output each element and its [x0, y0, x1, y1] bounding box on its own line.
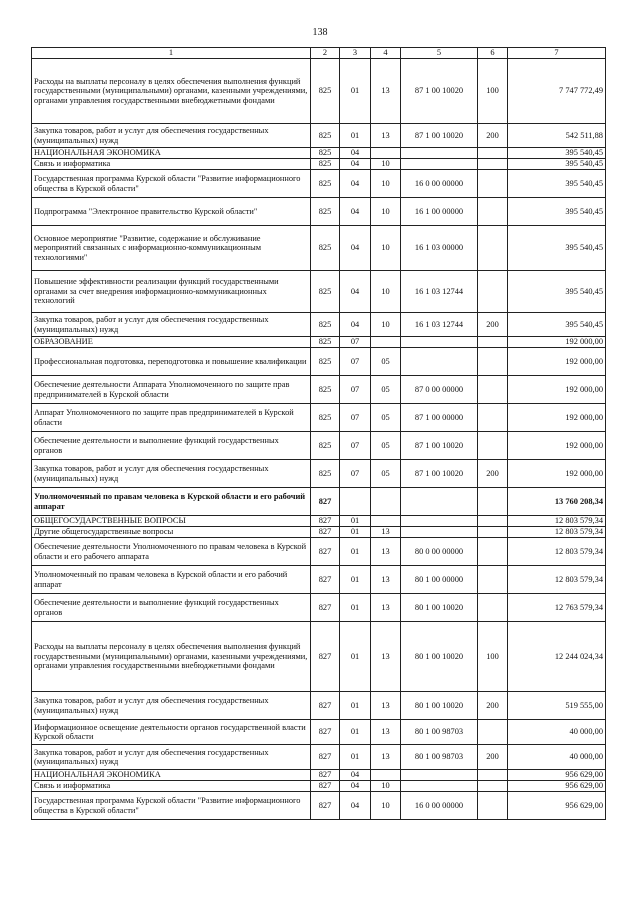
row-section-code: 04 — [340, 159, 371, 170]
row-section-code: 04 — [340, 313, 371, 337]
row-name: Обеспечение деятельности и выполнение функций государственных органов — [32, 594, 311, 622]
row-section-code: 01 — [340, 566, 371, 594]
row-target-article — [401, 770, 478, 781]
row-name: Информационное освещение деятельности органов государственной власти Курской области — [32, 720, 311, 745]
row-ved-code: 825 — [311, 59, 340, 124]
row-amount: 12 803 579,34 — [508, 566, 606, 594]
budget-body — [32, 59, 606, 820]
row-target-article: 80 1 00 98703 — [401, 745, 478, 770]
table-row — [32, 460, 606, 488]
row-subsection-code: 13 — [371, 692, 401, 720]
row-amount: 40 000,00 — [508, 720, 606, 745]
row-subsection-code: 10 — [371, 313, 401, 337]
row-expense-type — [478, 516, 508, 527]
row-expense-type: 200 — [478, 745, 508, 770]
row-expense-type — [478, 376, 508, 404]
row-name: Закупка товаров, работ и услуг для обеспечения государственных (муниципальных) нужд — [32, 313, 311, 337]
row-ved-code: 825 — [311, 170, 340, 198]
table-row — [32, 226, 606, 271]
row-name: Закупка товаров, работ и услуг для обеспечения государственных (муниципальных) нужд — [32, 124, 311, 148]
row-subsection-code: 10 — [371, 781, 401, 792]
row-amount: 395 540,45 — [508, 159, 606, 170]
row-expense-type — [478, 148, 508, 159]
row-target-article: 16 1 03 12744 — [401, 271, 478, 313]
row-section-code: 01 — [340, 622, 371, 692]
row-target-article — [401, 159, 478, 170]
row-ved-code: 827 — [311, 527, 340, 538]
row-name: Закупка товаров, работ и услуг для обеспечения государственных (муниципальных) нужд — [32, 460, 311, 488]
row-target-article: 16 0 00 00000 — [401, 792, 478, 820]
row-subsection-code: 05 — [371, 460, 401, 488]
column-number-row — [32, 48, 606, 59]
table-row — [32, 516, 606, 527]
row-name: Связь и информатика — [32, 781, 311, 792]
row-amount: 12 763 579,34 — [508, 594, 606, 622]
row-expense-type — [478, 594, 508, 622]
row-ved-code: 825 — [311, 148, 340, 159]
row-section-code: 04 — [340, 792, 371, 820]
row-ved-code: 825 — [311, 271, 340, 313]
table-row — [32, 124, 606, 148]
row-target-article: 87 1 00 10020 — [401, 460, 478, 488]
row-amount: 40 000,00 — [508, 745, 606, 770]
row-subsection-code — [371, 337, 401, 348]
table-row — [32, 527, 606, 538]
row-amount: 395 540,45 — [508, 170, 606, 198]
row-section-code: 04 — [340, 226, 371, 271]
row-expense-type — [478, 404, 508, 432]
row-subsection-code: 10 — [371, 170, 401, 198]
row-target-article: 80 1 00 10020 — [401, 594, 478, 622]
row-subsection-code: 10 — [371, 271, 401, 313]
row-expense-type: 100 — [478, 622, 508, 692]
row-expense-type: 200 — [478, 313, 508, 337]
row-expense-type — [478, 432, 508, 460]
row-name: Закупка товаров, работ и услуг для обеспечения государственных (муниципальных) нужд — [32, 692, 311, 720]
column-number: 5 — [401, 48, 478, 59]
column-number: 3 — [340, 48, 371, 59]
row-expense-type — [478, 337, 508, 348]
row-ved-code: 825 — [311, 124, 340, 148]
row-section-code: 01 — [340, 538, 371, 566]
row-subsection-code: 05 — [371, 376, 401, 404]
row-section-code: 07 — [340, 376, 371, 404]
row-amount: 192 000,00 — [508, 460, 606, 488]
row-ved-code: 825 — [311, 337, 340, 348]
row-subsection-code: 13 — [371, 538, 401, 566]
row-subsection-code: 13 — [371, 527, 401, 538]
table-row — [32, 59, 606, 124]
column-number: 7 — [508, 48, 606, 59]
row-target-article: 16 0 00 00000 — [401, 170, 478, 198]
row-amount: 13 760 208,34 — [508, 488, 606, 516]
row-target-article — [401, 488, 478, 516]
row-ved-code: 825 — [311, 348, 340, 376]
row-name: Государственная программа Курской области "Развитие информационного общества в Курской области" — [32, 792, 311, 820]
row-ved-code: 827 — [311, 770, 340, 781]
row-amount: 395 540,45 — [508, 313, 606, 337]
row-subsection-code: 13 — [371, 745, 401, 770]
row-expense-type — [478, 527, 508, 538]
row-ved-code: 825 — [311, 226, 340, 271]
row-amount: 395 540,45 — [508, 198, 606, 226]
row-section-code — [340, 488, 371, 516]
row-name: Уполномоченный по правам человека в Курской области и его рабочий аппарат — [32, 566, 311, 594]
row-name: Связь и информатика — [32, 159, 311, 170]
row-expense-type — [478, 781, 508, 792]
row-amount: 956 629,00 — [508, 781, 606, 792]
row-ved-code: 827 — [311, 720, 340, 745]
row-target-article: 80 1 00 10020 — [401, 622, 478, 692]
row-target-article — [401, 337, 478, 348]
row-ved-code: 827 — [311, 781, 340, 792]
row-amount: 519 555,00 — [508, 692, 606, 720]
row-amount: 395 540,45 — [508, 271, 606, 313]
row-name: Подпрограмма "Электронное правительство Курской области" — [32, 198, 311, 226]
row-target-article: 80 1 00 00000 — [401, 566, 478, 594]
row-expense-type: 200 — [478, 460, 508, 488]
row-name: ОБЩЕГОСУДАРСТВЕННЫЕ ВОПРОСЫ — [32, 516, 311, 527]
row-name: Повышение эффективности реализации функций государственными органами за счет внедрения информационно-коммуникационных технологий — [32, 271, 311, 313]
table-row — [32, 148, 606, 159]
column-number: 4 — [371, 48, 401, 59]
row-section-code: 01 — [340, 527, 371, 538]
row-target-article — [401, 148, 478, 159]
row-amount: 12 803 579,34 — [508, 516, 606, 527]
row-name: Обеспечение деятельности Уполномоченного по правам человека в Курской области и его рабочего аппарата — [32, 538, 311, 566]
row-name: Аппарат Уполномоченного по защите прав предпринимателей в Курской области — [32, 404, 311, 432]
row-section-code: 07 — [340, 460, 371, 488]
row-expense-type — [478, 198, 508, 226]
table-row — [32, 198, 606, 226]
row-name: Другие общегосударственные вопросы — [32, 527, 311, 538]
row-expense-type — [478, 170, 508, 198]
row-section-code: 01 — [340, 516, 371, 527]
row-expense-type — [478, 538, 508, 566]
row-section-code: 01 — [340, 720, 371, 745]
row-name: НАЦИОНАЛЬНАЯ ЭКОНОМИКА — [32, 148, 311, 159]
table-row — [32, 745, 606, 770]
row-subsection-code — [371, 770, 401, 781]
row-name: Расходы на выплаты персоналу в целях обеспечения выполнения функций государственными (муниципальными) органами, казенными учреждениями, органами управления государственными внебюджетными фондами — [32, 59, 311, 124]
row-ved-code: 825 — [311, 159, 340, 170]
row-target-article: 16 1 03 12744 — [401, 313, 478, 337]
row-section-code: 07 — [340, 404, 371, 432]
row-section-code: 04 — [340, 271, 371, 313]
row-section-code: 04 — [340, 170, 371, 198]
row-expense-type — [478, 271, 508, 313]
row-target-article: 16 1 00 00000 — [401, 198, 478, 226]
row-expense-type — [478, 770, 508, 781]
row-target-article: 87 0 00 00000 — [401, 376, 478, 404]
table-row — [32, 594, 606, 622]
table-row — [32, 337, 606, 348]
column-number: 6 — [478, 48, 508, 59]
table-row — [32, 488, 606, 516]
row-section-code: 04 — [340, 198, 371, 226]
row-amount: 192 000,00 — [508, 376, 606, 404]
row-target-article: 16 1 03 00000 — [401, 226, 478, 271]
row-target-article — [401, 527, 478, 538]
row-expense-type — [478, 348, 508, 376]
row-amount: 12 803 579,34 — [508, 527, 606, 538]
row-target-article: 87 1 00 00000 — [401, 404, 478, 432]
row-amount: 192 000,00 — [508, 432, 606, 460]
row-subsection-code: 13 — [371, 622, 401, 692]
row-section-code: 01 — [340, 59, 371, 124]
row-amount: 12 244 024,34 — [508, 622, 606, 692]
row-target-article: 87 1 00 10020 — [401, 124, 478, 148]
table-row — [32, 622, 606, 692]
row-subsection-code: 13 — [371, 720, 401, 745]
table-row — [32, 404, 606, 432]
column-number: 2 — [311, 48, 340, 59]
row-section-code: 01 — [340, 745, 371, 770]
row-target-article: 80 1 00 98703 — [401, 720, 478, 745]
row-section-code: 07 — [340, 337, 371, 348]
row-expense-type — [478, 566, 508, 594]
row-ved-code: 825 — [311, 432, 340, 460]
row-amount: 7 747 772,49 — [508, 59, 606, 124]
row-subsection-code — [371, 516, 401, 527]
table-row — [32, 692, 606, 720]
row-expense-type: 200 — [478, 124, 508, 148]
row-target-article — [401, 781, 478, 792]
row-ved-code: 825 — [311, 313, 340, 337]
row-subsection-code: 05 — [371, 404, 401, 432]
row-expense-type — [478, 488, 508, 516]
row-subsection-code: 05 — [371, 348, 401, 376]
row-amount: 542 511,88 — [508, 124, 606, 148]
row-ved-code: 827 — [311, 516, 340, 527]
row-expense-type — [478, 720, 508, 745]
table-row — [32, 313, 606, 337]
budget-table — [31, 47, 606, 820]
row-ved-code: 827 — [311, 745, 340, 770]
row-subsection-code: 10 — [371, 226, 401, 271]
row-ved-code: 827 — [311, 792, 340, 820]
row-ved-code: 825 — [311, 404, 340, 432]
row-amount: 956 629,00 — [508, 792, 606, 820]
table-row — [32, 432, 606, 460]
row-name: ОБРАЗОВАНИЕ — [32, 337, 311, 348]
row-section-code: 04 — [340, 770, 371, 781]
table-row — [32, 720, 606, 745]
row-subsection-code: 13 — [371, 594, 401, 622]
row-target-article — [401, 516, 478, 527]
row-subsection-code: 05 — [371, 432, 401, 460]
row-target-article: 80 1 00 10020 — [401, 692, 478, 720]
row-section-code: 01 — [340, 692, 371, 720]
row-subsection-code: 13 — [371, 59, 401, 124]
table-row — [32, 792, 606, 820]
row-section-code: 04 — [340, 148, 371, 159]
page-number: 138 — [312, 27, 328, 38]
row-target-article: 87 1 00 10020 — [401, 432, 478, 460]
row-ved-code: 827 — [311, 538, 340, 566]
table-row — [32, 170, 606, 198]
row-target-article — [401, 348, 478, 376]
row-subsection-code — [371, 488, 401, 516]
row-ved-code: 827 — [311, 692, 340, 720]
row-subsection-code: 10 — [371, 792, 401, 820]
row-expense-type: 100 — [478, 59, 508, 124]
table-row — [32, 566, 606, 594]
row-ved-code: 825 — [311, 460, 340, 488]
row-section-code: 07 — [340, 348, 371, 376]
row-amount: 956 629,00 — [508, 770, 606, 781]
row-subsection-code — [371, 148, 401, 159]
row-ved-code: 827 — [311, 488, 340, 516]
row-amount: 12 803 579,34 — [508, 538, 606, 566]
row-target-article: 87 1 00 10020 — [401, 59, 478, 124]
row-target-article: 80 0 00 00000 — [401, 538, 478, 566]
row-section-code: 04 — [340, 781, 371, 792]
row-amount: 192 000,00 — [508, 337, 606, 348]
row-name: Уполномоченный по правам человека в Курской области и его рабочий аппарат — [32, 488, 311, 516]
row-expense-type — [478, 226, 508, 271]
row-name: Обеспечение деятельности Аппарата Уполномоченного по защите прав предпринимателей в Курской области — [32, 376, 311, 404]
row-name: Закупка товаров, работ и услуг для обеспечения государственных (муниципальных) нужд — [32, 745, 311, 770]
row-name: Расходы на выплаты персоналу в целях обеспечения выполнения функций государственными (муниципальными) органами, казенными учреждениями, органами управления государственными внебюджетными фондами — [32, 622, 311, 692]
row-amount: 395 540,45 — [508, 148, 606, 159]
row-amount: 395 540,45 — [508, 226, 606, 271]
table-row — [32, 770, 606, 781]
row-subsection-code: 13 — [371, 566, 401, 594]
row-ved-code: 827 — [311, 622, 340, 692]
table-row — [32, 159, 606, 170]
row-expense-type: 200 — [478, 692, 508, 720]
table-row — [32, 271, 606, 313]
row-amount: 192 000,00 — [508, 348, 606, 376]
table-row — [32, 538, 606, 566]
row-expense-type — [478, 792, 508, 820]
row-name: Основное мероприятие "Развитие, содержание и обслуживание мероприятий связанных с информационно-коммуникационным технологиями" — [32, 226, 311, 271]
row-expense-type — [478, 159, 508, 170]
row-section-code: 01 — [340, 124, 371, 148]
row-amount: 192 000,00 — [508, 404, 606, 432]
row-subsection-code: 10 — [371, 198, 401, 226]
row-name: Государственная программа Курской области "Развитие информационного общества в Курской области" — [32, 170, 311, 198]
row-section-code: 01 — [340, 594, 371, 622]
row-ved-code: 825 — [311, 376, 340, 404]
column-number: 1 — [32, 48, 311, 59]
table-row — [32, 376, 606, 404]
row-subsection-code: 10 — [371, 159, 401, 170]
table-row — [32, 348, 606, 376]
row-ved-code: 825 — [311, 198, 340, 226]
row-name: Обеспечение деятельности и выполнение функций государственных органов — [32, 432, 311, 460]
row-subsection-code: 13 — [371, 124, 401, 148]
row-name: НАЦИОНАЛЬНАЯ ЭКОНОМИКА — [32, 770, 311, 781]
row-name: Профессиональная подготовка, переподготовка и повышение квалификации — [32, 348, 311, 376]
table-row — [32, 781, 606, 792]
row-section-code: 07 — [340, 432, 371, 460]
row-ved-code: 827 — [311, 594, 340, 622]
row-ved-code: 827 — [311, 566, 340, 594]
